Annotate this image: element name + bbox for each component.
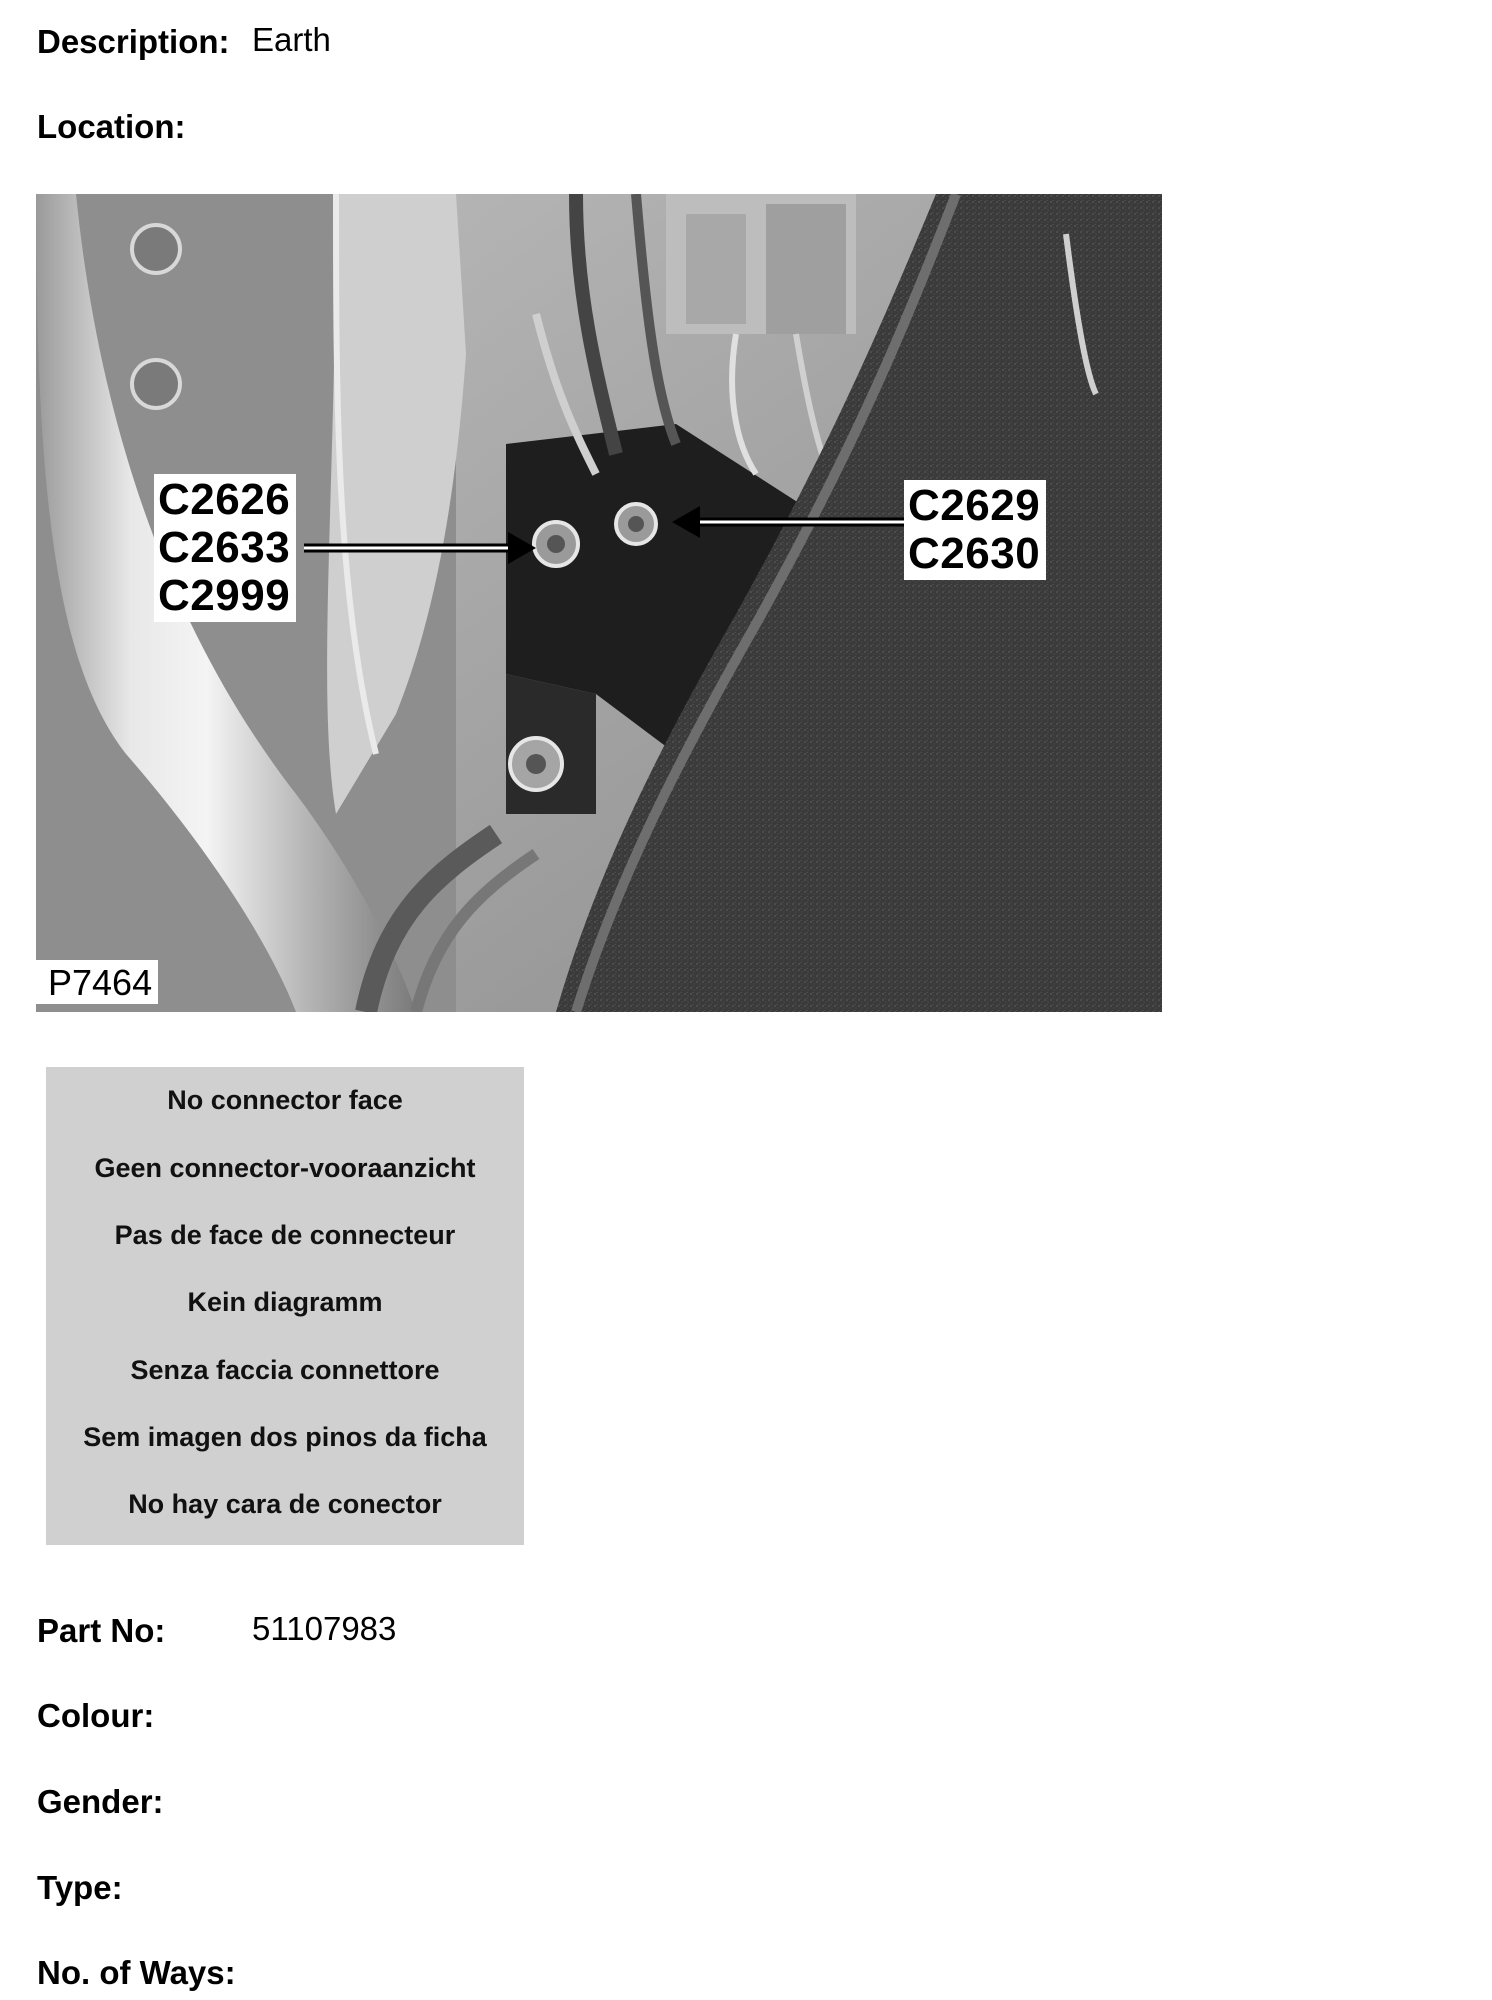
- description-value: Earth: [252, 21, 331, 58]
- callout-left-group: [154, 474, 296, 622]
- type-label: Type:: [37, 1869, 123, 1906]
- picture-id-label: P7464: [36, 960, 158, 1004]
- face-text-line: Pas de face de connecteur: [114, 1220, 456, 1250]
- colour-label: Colour:: [37, 1697, 155, 1734]
- no-of-ways-label: No. of Ways:: [37, 1954, 236, 1991]
- face-text-line: Geen connector-vooraanzicht: [94, 1153, 476, 1183]
- part-no-label: Part No:: [37, 1612, 166, 1649]
- connector-face-placeholder: [46, 1067, 524, 1545]
- face-text-line: Senza faccia connettore: [130, 1355, 440, 1385]
- connector-ref: C2630: [908, 529, 1041, 578]
- connector-ref: C2626: [158, 475, 291, 524]
- location-photo: [36, 194, 1162, 1012]
- face-text-line: No hay cara de conector: [128, 1489, 442, 1519]
- connector-ref: C2633: [158, 523, 291, 572]
- connector-ref: C2999: [158, 571, 291, 620]
- face-text-line: Kein diagramm: [187, 1287, 383, 1317]
- description-label: Description:: [37, 23, 230, 60]
- callout-right-group: [904, 480, 1046, 580]
- part-no-value: 51107983: [252, 1610, 397, 1647]
- face-text-line: Sem imagen dos pinos da ficha: [83, 1422, 487, 1452]
- face-text-line: No connector face: [167, 1085, 403, 1115]
- location-label: Location:: [37, 108, 186, 145]
- connector-ref: C2629: [908, 481, 1041, 530]
- gender-label: Gender:: [37, 1783, 164, 1820]
